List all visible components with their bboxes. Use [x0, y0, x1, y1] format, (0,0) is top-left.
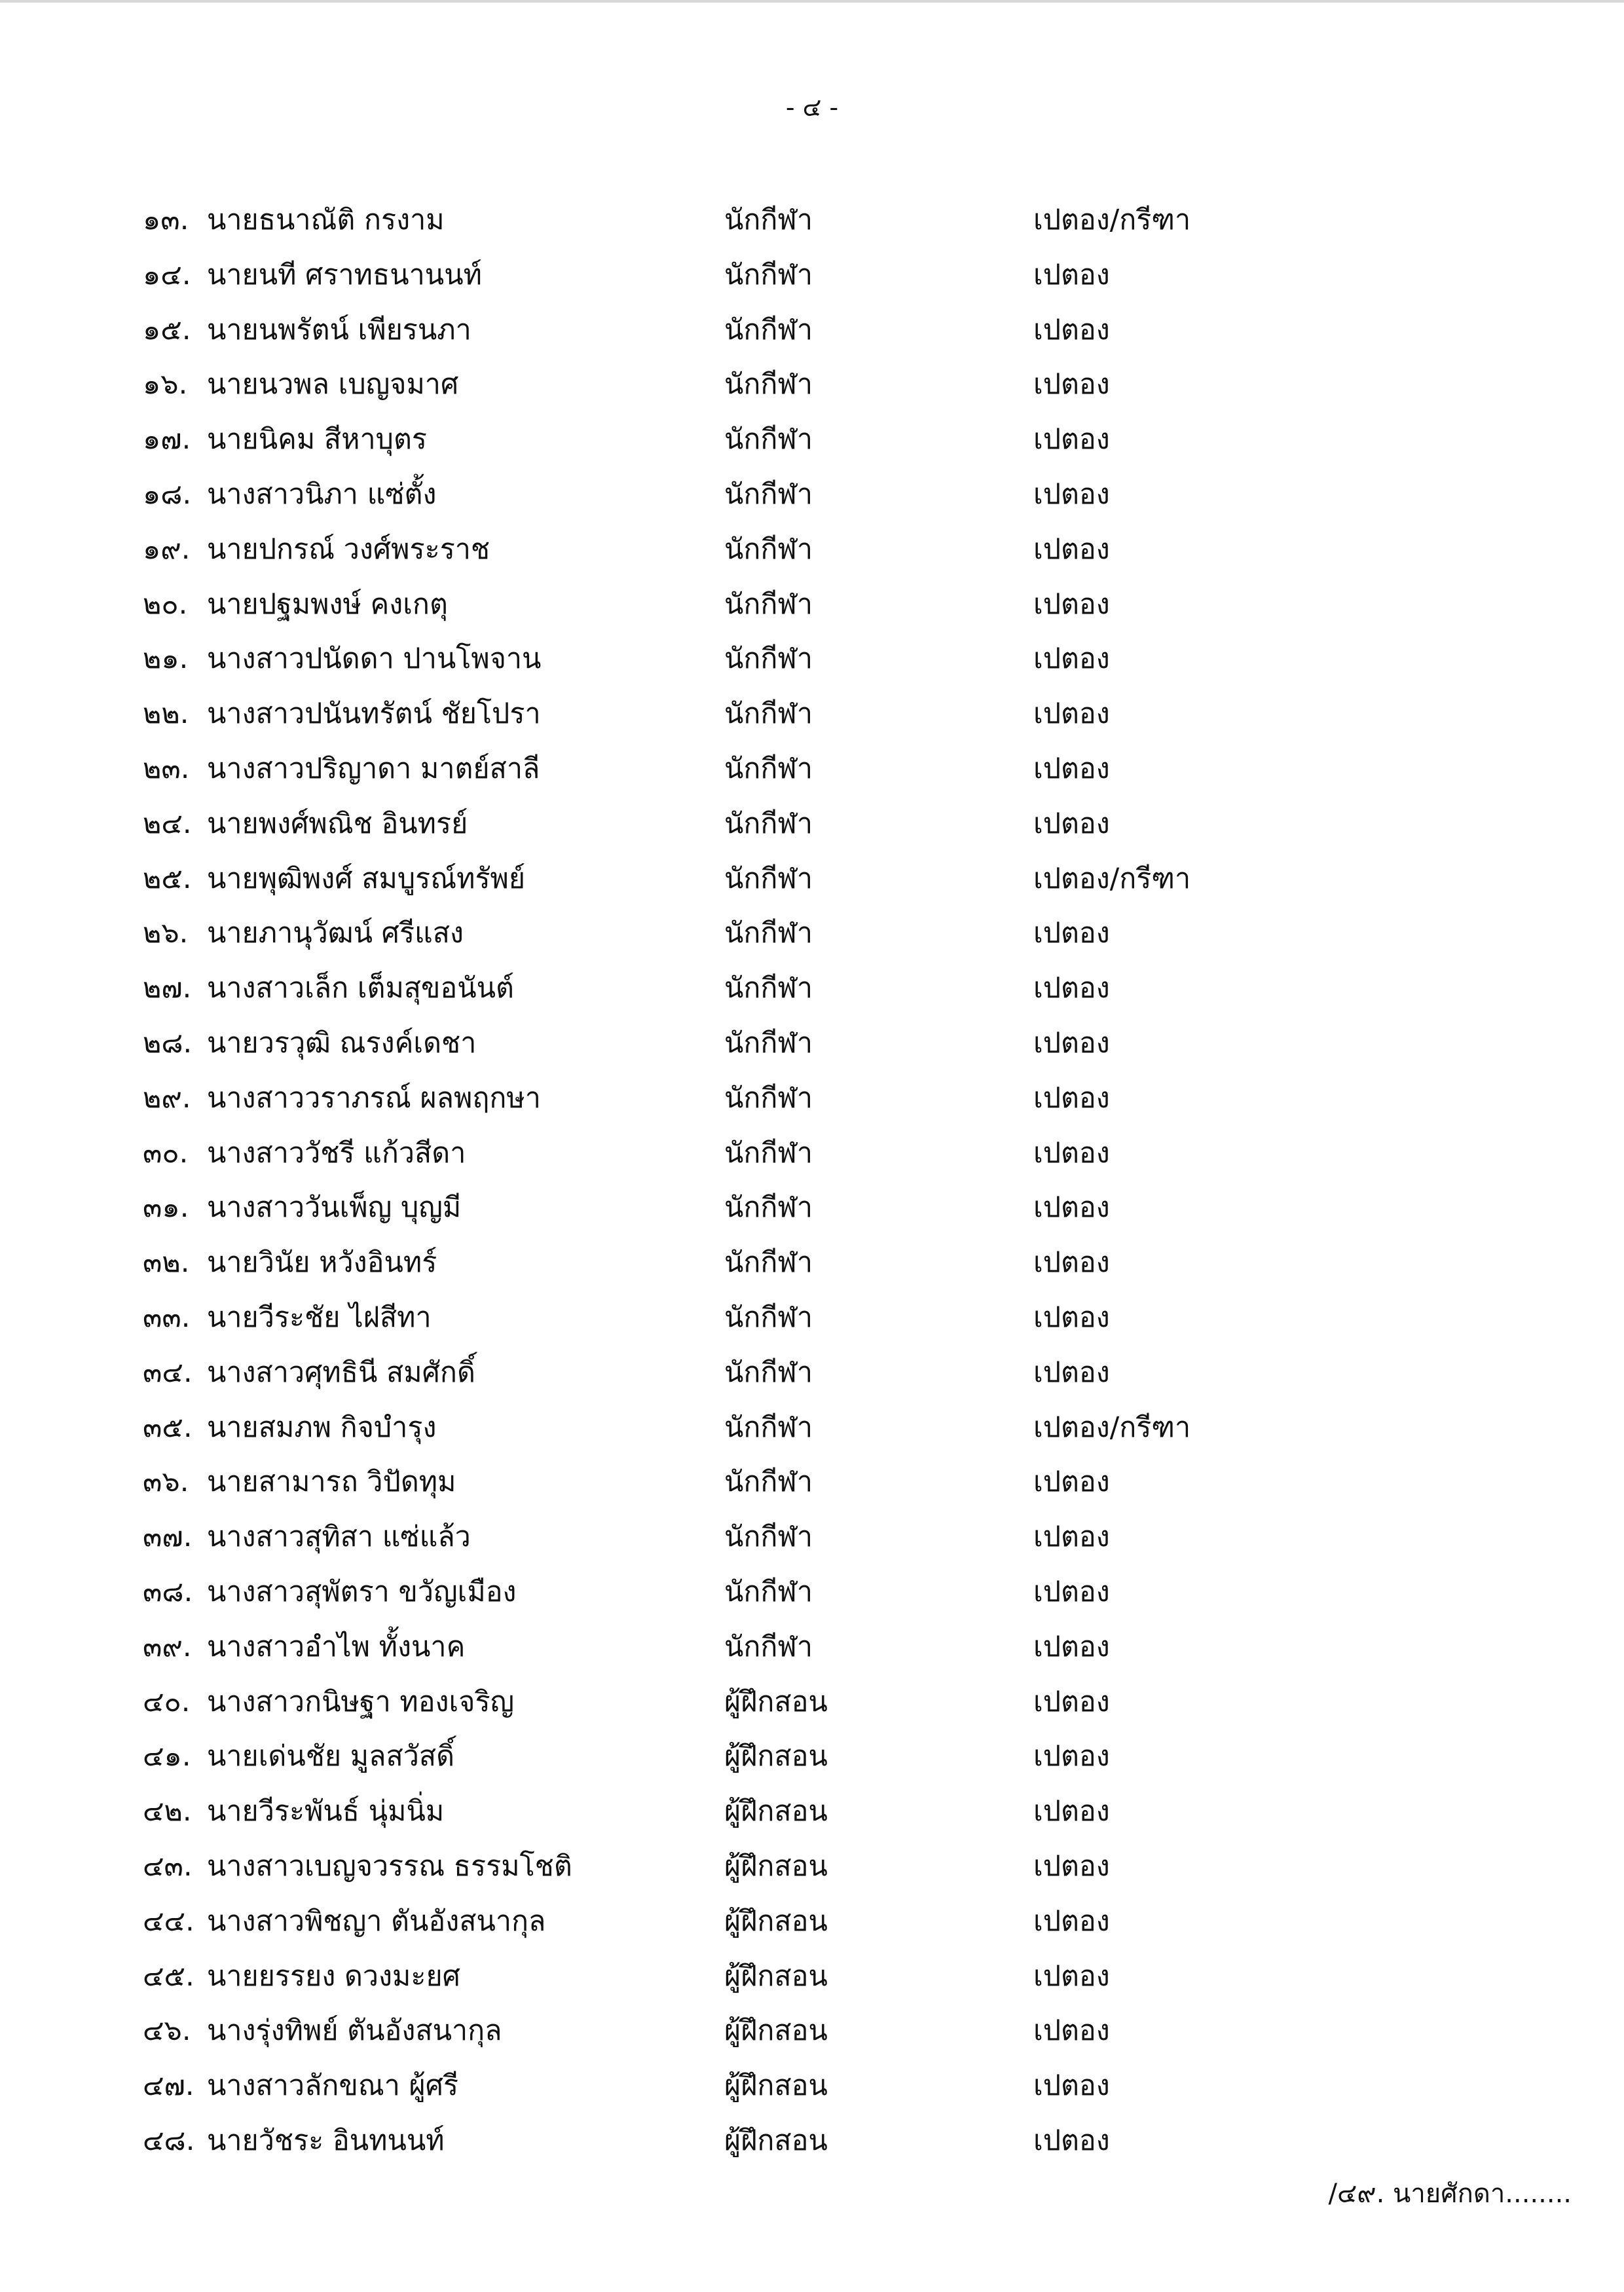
person-name: นายนิคม สีหาบุตร [207, 423, 427, 456]
roster-row [0, 1627, 1624, 1682]
person-sport: เปตอง [1033, 2014, 1110, 2048]
person-role: นักกีฬา [724, 752, 813, 785]
person-sport: เปตอง [1033, 917, 1110, 950]
row-number: ๓๑. [143, 1191, 189, 1225]
row-number: ๓๓. [143, 1301, 191, 1334]
row-number: ๓๖. [143, 1466, 189, 1499]
person-sport: เปตอง [1033, 1959, 1110, 1993]
person-name: นางสาวสุทิสา แซ่แล้ว [207, 1521, 471, 1554]
person-sport: เปตอง [1033, 807, 1110, 840]
row-number: ๑๔. [143, 258, 191, 291]
person-sport: เปตอง [1033, 1575, 1110, 1608]
row-number: ๔๑. [143, 1740, 191, 1773]
roster-row [0, 1243, 1624, 1298]
row-number: ๒๗. [143, 972, 192, 1005]
person-role: นักกีฬา [724, 1191, 813, 1225]
roster-row [0, 1682, 1624, 1737]
row-number: ๑๓. [143, 204, 189, 236]
person-sport: เปตอง [1033, 1026, 1110, 1060]
person-role: นักกีฬา [724, 1246, 813, 1280]
roster-row [0, 859, 1624, 914]
row-number: ๔๗. [143, 2069, 194, 2103]
person-name: นางสาวกนิษฐา ทองเจริญ [207, 1685, 515, 1718]
row-number: ๒๓. [143, 752, 190, 785]
row-number: ๔๓. [143, 1849, 193, 1883]
person-sport: เปตอง [1033, 1081, 1110, 1115]
roster-row [0, 255, 1624, 310]
person-role: นักกีฬา [724, 423, 813, 456]
row-number: ๒๙. [143, 1081, 191, 1115]
roster-row [0, 585, 1624, 640]
person-name: นางสาวนิภา แซ่ตั้ง [207, 477, 437, 511]
person-name: นายธนาณัติ กรงาม [207, 204, 445, 236]
person-role: นักกีฬา [724, 807, 813, 840]
person-sport: เปตอง [1033, 642, 1110, 676]
row-number: ๒๘. [143, 1026, 193, 1060]
person-role: นักกีฬา [724, 1521, 813, 1554]
person-role: ผู้ฝึกสอน [724, 1959, 828, 1993]
person-role: นักกีฬา [724, 1301, 813, 1334]
person-sport: เปตอง [1033, 1795, 1110, 1828]
roster-row [0, 310, 1624, 365]
person-name: นายวีระพันธ์ นุ่มนิ่ม [207, 1795, 445, 1828]
roster-list [0, 200, 1624, 2176]
person-sport: เปตอง [1033, 2124, 1110, 2157]
row-number: ๒๑. [143, 642, 189, 676]
roster-row [0, 1792, 1624, 1847]
person-name: นายวรวุฒิ ณรงค์เดชา [207, 1026, 477, 1060]
person-sport: เปตอง [1033, 532, 1110, 566]
person-name: นางสาววราภรณ์ ผลพฤกษา [207, 1081, 541, 1115]
person-role: นักกีฬา [724, 1575, 813, 1608]
person-name: นางสาววันเพ็ญ บุญมี [207, 1191, 462, 1225]
row-number: ๓๐. [143, 1136, 189, 1170]
row-number: ๓๕. [143, 1411, 193, 1444]
roster-row [0, 639, 1624, 694]
roster-row [0, 1353, 1624, 1408]
person-role: นักกีฬา [724, 1026, 813, 1060]
person-role: นักกีฬา [724, 477, 813, 511]
row-number: ๑๙. [143, 532, 191, 566]
person-role: นักกีฬา [724, 972, 813, 1005]
person-sport: เปตอง [1033, 1521, 1110, 1554]
row-number: ๔๕. [143, 1959, 194, 1993]
person-sport: เปตอง [1033, 477, 1110, 511]
person-sport: เปตอง [1033, 1740, 1110, 1773]
person-name: นายนวพล เบญจมาศ [207, 368, 459, 401]
person-role: นักกีฬา [724, 1356, 813, 1389]
row-number: ๔๖. [143, 2014, 191, 2048]
roster-row [0, 1847, 1624, 1902]
person-role: ผู้ฝึกสอน [724, 1740, 828, 1773]
person-name: นายสามารถ วิปัดทุม [207, 1466, 456, 1499]
person-name: นางสาววัชรี แก้วสีดา [207, 1136, 466, 1170]
person-role: นักกีฬา [724, 917, 813, 950]
person-name: นายพงศ์พณิช อินทรย์ [207, 807, 468, 840]
person-role: นักกีฬา [724, 258, 813, 291]
roster-row [0, 1517, 1624, 1572]
person-role: ผู้ฝึกสอน [724, 1795, 828, 1828]
person-sport: เปตอง [1033, 587, 1110, 621]
person-sport: เปตอง [1033, 313, 1110, 346]
person-role: ผู้ฝึกสอน [724, 1904, 828, 1938]
roster-row [0, 1902, 1624, 1957]
person-sport: เปตอง/กรีฑา [1033, 1411, 1191, 1444]
person-role: นักกีฬา [724, 1136, 813, 1170]
roster-row [0, 1572, 1624, 1627]
person-sport: เปตอง [1033, 368, 1110, 401]
roster-row [0, 914, 1624, 969]
person-role: ผู้ฝึกสอน [724, 2124, 828, 2157]
person-name: นางสาวเบญจวรรณ ธรรมโชติ [207, 1849, 572, 1883]
person-sport: เปตอง [1033, 697, 1110, 731]
person-name: นายปฐมพงษ์ คงเกตุ [207, 587, 448, 621]
roster-row [0, 1298, 1624, 1353]
person-role: ผู้ฝึกสอน [724, 2014, 828, 2048]
top-divider [0, 0, 1624, 3]
person-sport: เปตอง [1033, 1356, 1110, 1389]
person-name: นางสาวปริญาดา มาตย์สาลี [207, 752, 540, 785]
person-name: นางสาวปนัดดา ปานโพจาน [207, 642, 542, 676]
continuation-note: /๔๙. นายศักดา........ [1328, 2179, 1572, 2209]
person-sport: เปตอง [1033, 1849, 1110, 1883]
row-number: ๒๖. [143, 917, 189, 950]
row-number: ๑๕. [143, 313, 191, 346]
person-role: นักกีฬา [724, 862, 813, 895]
person-role: นักกีฬา [724, 313, 813, 346]
roster-row [0, 2011, 1624, 2066]
person-role: นักกีฬา [724, 368, 813, 401]
page-number: - ๔ - [785, 93, 839, 122]
person-name: นายวัชระ อินทนนท์ [207, 2124, 445, 2157]
person-name: นายนที ศราทธนานนท์ [207, 258, 482, 291]
person-name: นายวีระชัย ไฝสีทา [207, 1301, 432, 1334]
roster-row [0, 365, 1624, 420]
person-sport: เปตอง [1033, 423, 1110, 456]
person-name: นายภานุวัฒน์ ศรีแสง [207, 917, 464, 950]
roster-row [0, 530, 1624, 585]
person-role: นักกีฬา [724, 204, 813, 236]
person-sport: เปตอง [1033, 1904, 1110, 1938]
person-name: นางสาวปนันทรัตน์ ชัยโปรา [207, 697, 541, 731]
person-name: นางสาวศุทธินี สมศักดิ์ [207, 1356, 475, 1389]
row-number: ๑๖. [143, 368, 188, 401]
roster-row [0, 420, 1624, 475]
person-sport: เปตอง [1033, 1191, 1110, 1225]
roster-row [0, 694, 1624, 749]
roster-row [0, 2121, 1624, 2176]
person-name: นางสาวเล็ก เต็มสุขอนันต์ [207, 972, 514, 1005]
row-number: ๔๒. [143, 1795, 192, 1828]
person-role: ผู้ฝึกสอน [724, 1685, 828, 1718]
person-name: นายปกรณ์ วงศ์พระราช [207, 532, 490, 566]
roster-row [0, 1737, 1624, 1792]
person-sport: เปตอง [1033, 1301, 1110, 1334]
roster-row [0, 969, 1624, 1024]
person-role: นักกีฬา [724, 697, 813, 731]
row-number: ๒๔. [143, 807, 192, 840]
person-name: นางสาวสุพัตรา ขวัญเมือง [207, 1575, 517, 1608]
person-name: นางสาวพิชญา ตันอังสนากุล [207, 1904, 546, 1938]
roster-row [0, 475, 1624, 530]
person-sport: เปตอง [1033, 1466, 1110, 1499]
roster-row [0, 1024, 1624, 1079]
person-name: นางรุ่งทิพย์ ตันอังสนากุล [207, 2014, 502, 2048]
row-number: ๓๒. [143, 1246, 190, 1280]
row-number: ๓๗. [143, 1521, 193, 1554]
person-sport: เปตอง/กรีฑา [1033, 204, 1191, 236]
row-number: ๒๕. [143, 862, 192, 895]
roster-row [0, 1957, 1624, 2012]
person-name: นายพุฒิพงศ์ สมบูรณ์ทรัพย์ [207, 862, 526, 895]
person-role: ผู้ฝึกสอน [724, 1849, 828, 1883]
person-name: นางสาวลักขณา ผู้ศรี [207, 2069, 459, 2103]
person-sport: เปตอง/กรีฑา [1033, 862, 1191, 895]
person-sport: เปตอง [1033, 972, 1110, 1005]
person-role: นักกีฬา [724, 532, 813, 566]
row-number: ๔๐. [143, 1685, 191, 1718]
row-number: ๓๙. [143, 1630, 192, 1663]
person-sport: เปตอง [1033, 2069, 1110, 2103]
person-role: นักกีฬา [724, 587, 813, 621]
row-number: ๑๗. [143, 423, 191, 456]
roster-row [0, 1188, 1624, 1243]
roster-row [0, 1079, 1624, 1134]
roster-row [0, 1408, 1624, 1463]
person-name: นายสมภพ กิจบำรุง [207, 1411, 437, 1444]
roster-row [0, 1462, 1624, 1517]
person-role: นักกีฬา [724, 1466, 813, 1499]
person-sport: เปตอง [1033, 752, 1110, 785]
person-role: นักกีฬา [724, 642, 813, 676]
person-name: นายยรรยง ดวงมะยศ [207, 1959, 460, 1993]
person-sport: เปตอง [1033, 1685, 1110, 1718]
person-sport: เปตอง [1033, 1630, 1110, 1663]
person-role: นักกีฬา [724, 1630, 813, 1663]
person-sport: เปตอง [1033, 1246, 1110, 1280]
roster-row [0, 804, 1624, 859]
person-role: นักกีฬา [724, 1411, 813, 1444]
person-sport: เปตอง [1033, 258, 1110, 291]
row-number: ๒๒. [143, 697, 189, 731]
row-number: ๔๘. [143, 2124, 195, 2157]
person-role: ผู้ฝึกสอน [724, 2069, 828, 2103]
roster-row [0, 2066, 1624, 2121]
roster-row [0, 749, 1624, 804]
person-name: นางสาวอำไพ ทั้งนาค [207, 1630, 466, 1663]
row-number: ๒๐. [143, 587, 188, 621]
row-number: ๔๔. [143, 1904, 194, 1938]
person-name: นายเด่นชัย มูลสวัสดิ์ [207, 1740, 455, 1773]
row-number: ๓๔. [143, 1356, 193, 1389]
roster-row [0, 200, 1624, 255]
person-name: นายวินัย หวังอินทร์ [207, 1246, 437, 1280]
person-role: นักกีฬา [724, 1081, 813, 1115]
row-number: ๓๘. [143, 1575, 193, 1608]
roster-row [0, 1134, 1624, 1189]
row-number: ๑๘. [143, 477, 192, 511]
person-sport: เปตอง [1033, 1136, 1110, 1170]
person-name: นายนพรัตน์ เพียรนภา [207, 313, 471, 346]
